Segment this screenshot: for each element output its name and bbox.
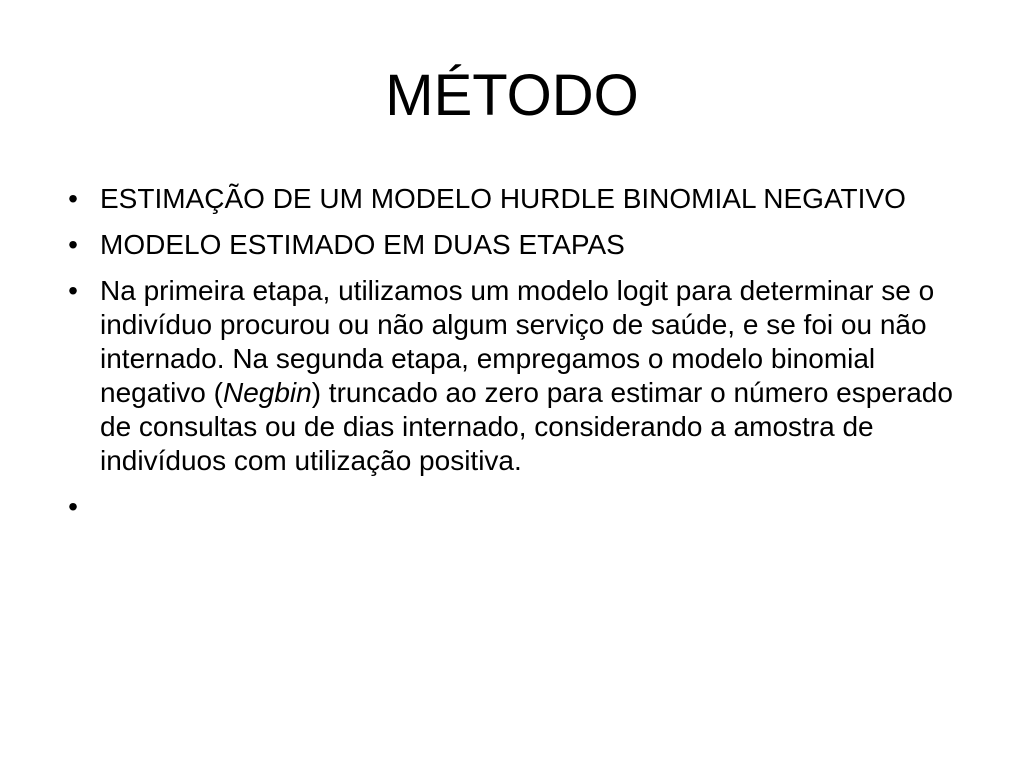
bullet-item-empty (58, 490, 978, 524)
bullet-text-part: Na primeira etapa, utilizamos um modelo logit para determinar se o indivíduo procurou ou não algum serviço de saúde, e se foi ou não internado. Na segunda etapa, empregamos o modelo binomial negativo ( (100, 275, 935, 408)
bullet-item (58, 228, 978, 262)
bullet-text: ESTIMAÇÃO DE UM MODELO HURDLE BINOMIAL NEGATIVO (100, 183, 906, 214)
bullet-item (58, 182, 978, 216)
bullet-text-italic: Negbin (222, 377, 312, 408)
slide-title: MÉTODO (385, 63, 639, 128)
bullet-icon: • (68, 229, 78, 260)
bullet-item (58, 274, 978, 478)
bullet-text: MODELO ESTIMADO EM DUAS ETAPAS (100, 229, 625, 260)
bullet-icon: • (68, 491, 78, 522)
bullet-text-part: ) truncado ao zero para estimar o número esperado de consultas ou de dias internado, considerando a amostra de indivíduos com utilização positiva. (100, 377, 953, 476)
bullet-icon: • (68, 275, 78, 306)
bullet-icon: • (68, 183, 78, 214)
bullet-text (100, 275, 953, 476)
bullet-list (58, 182, 978, 536)
